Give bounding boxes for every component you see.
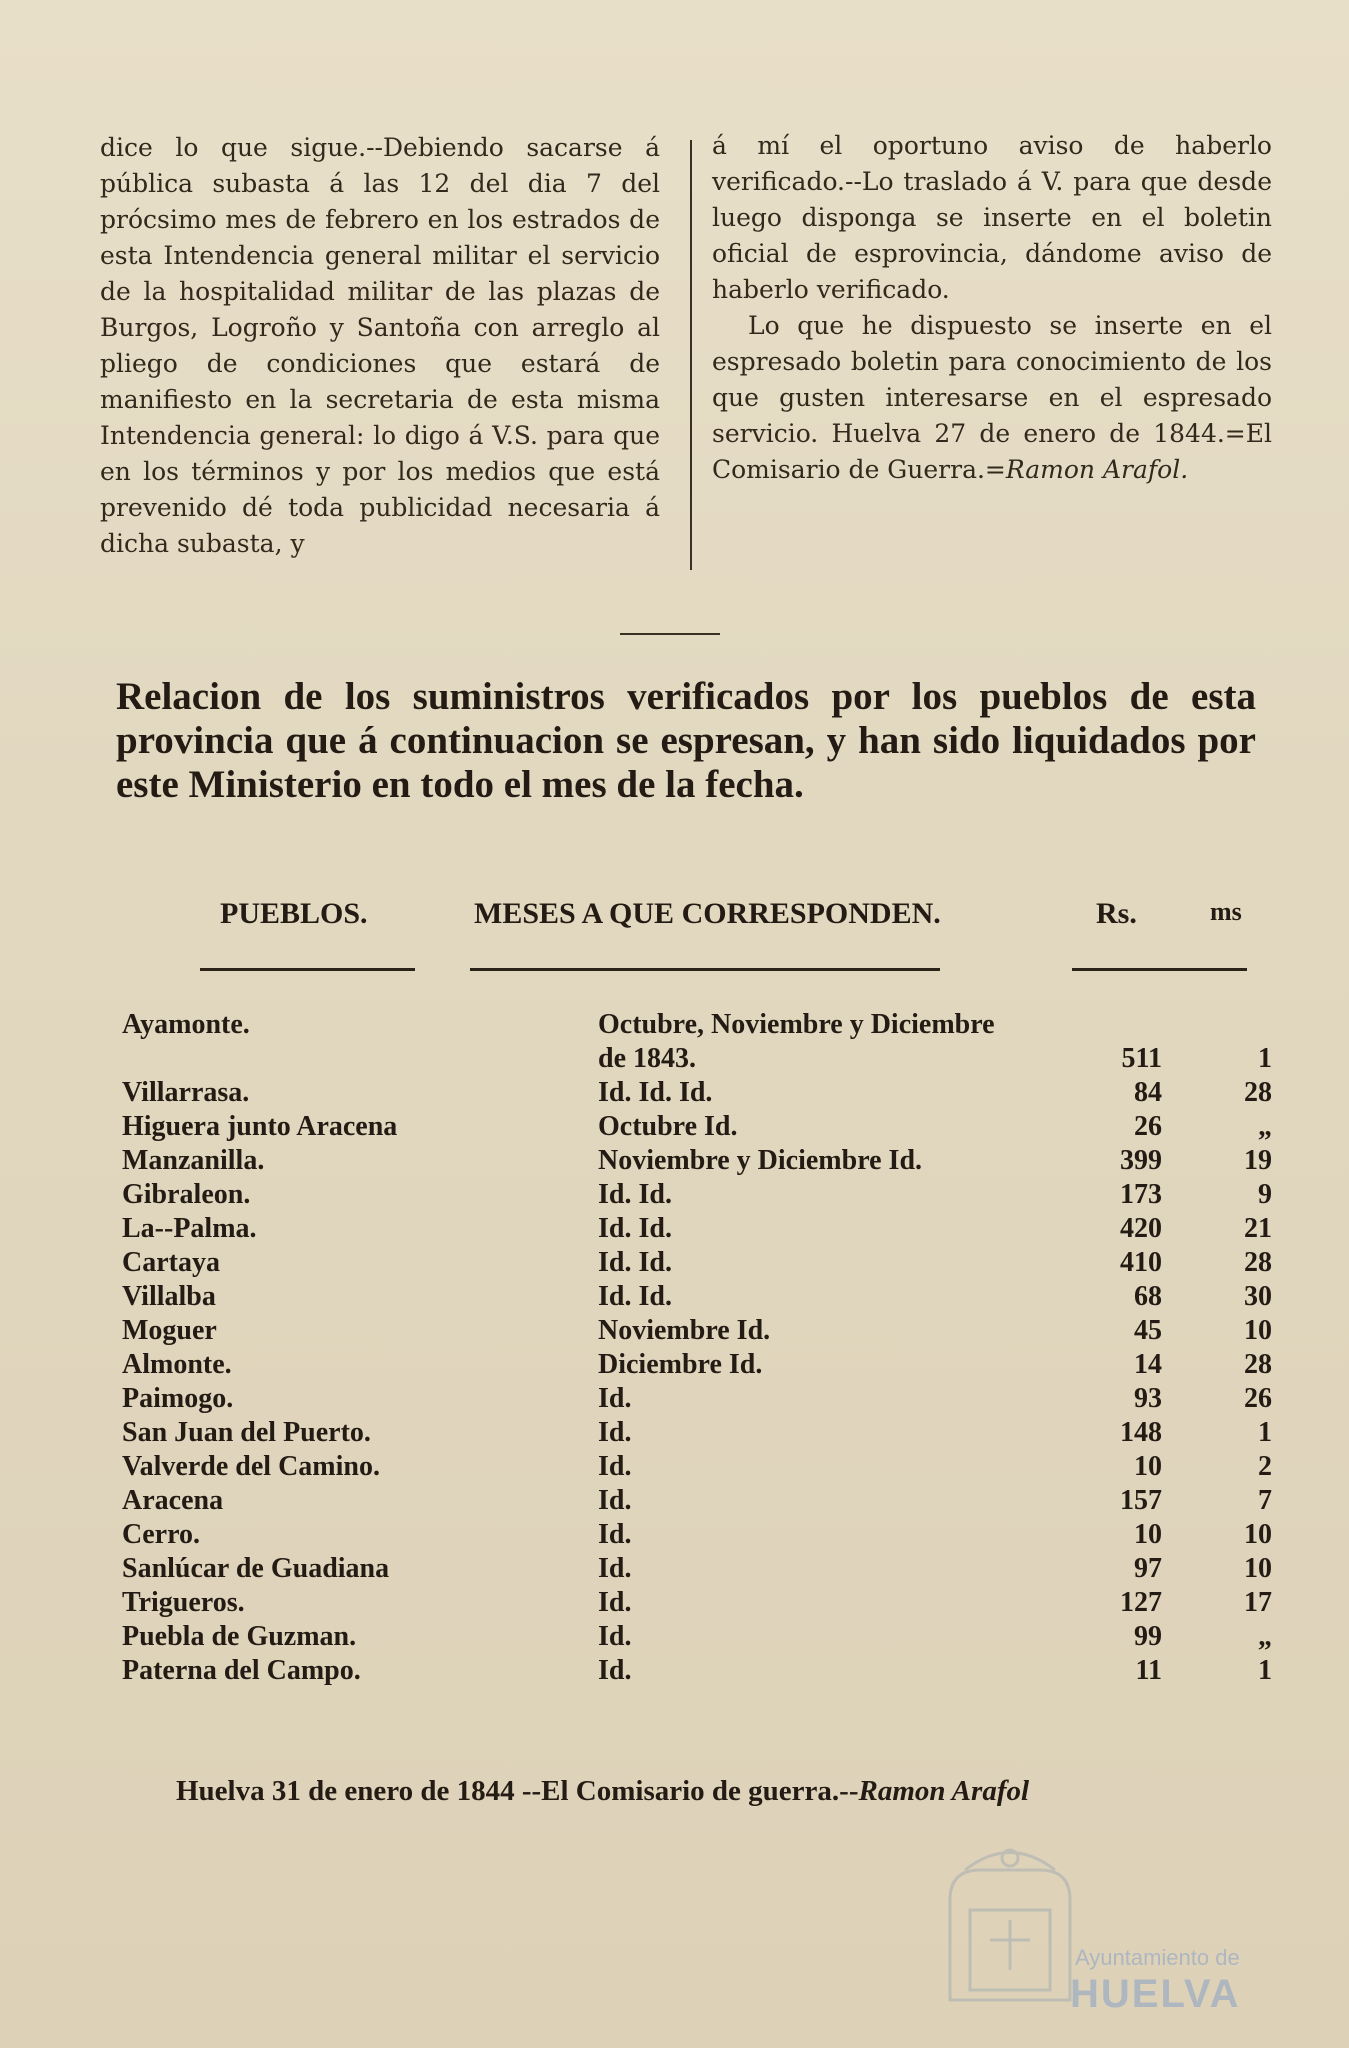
table-row [122, 1382, 1272, 1416]
cell-maravedis: 30 [1244, 1281, 1272, 1312]
footer-signature: Ramon Arafol [858, 1775, 1030, 1807]
cell-pueblo: San Juan del Puerto. [122, 1417, 371, 1448]
header-rule-pueblos [200, 968, 415, 971]
cell-maravedis: „ [1258, 1621, 1272, 1652]
cell-pueblo: La--Palma. [122, 1213, 257, 1244]
table-row [122, 1484, 1272, 1518]
cell-reales: 45 [1134, 1315, 1162, 1346]
cell-maravedis: 10 [1244, 1315, 1272, 1346]
cell-mes: Id. [598, 1621, 632, 1652]
header-pueblos: PUEBLOS. [220, 897, 368, 930]
header-ms: ms [1210, 897, 1242, 926]
cell-maravedis: 1 [1258, 1043, 1272, 1074]
cell-reales: 399 [1120, 1145, 1162, 1176]
left-column [100, 130, 660, 562]
cell-maravedis: 21 [1244, 1213, 1272, 1244]
cell-mes: Octubre Id. [598, 1111, 738, 1142]
cell-mes: Id. [598, 1383, 632, 1414]
table-row [122, 1450, 1272, 1484]
cell-mes: Diciembre Id. [598, 1349, 763, 1380]
cell-reales: 99 [1134, 1621, 1162, 1652]
cell-mes: Noviembre y Diciembre Id. [598, 1145, 923, 1176]
right-column-paragraph-2-text: Lo que he dispuesto se inserte en el espresado boletin para conocimiento de los que gusten interesarse en el espresado servicio. Huelva 27 de enero de 1844.=El Comisario de Guerra.= [712, 311, 1272, 484]
cell-reales: 511 [1121, 1043, 1162, 1074]
cell-maravedis: 28 [1244, 1077, 1272, 1108]
cell-mes: Octubre, Noviembre y Diciembre de 1843. [598, 1009, 995, 1074]
cell-pueblo: Gibraleon. [122, 1179, 251, 1210]
table-row [122, 1178, 1272, 1212]
cell-mes: Id. Id. [598, 1281, 672, 1312]
cell-mes: Id. [598, 1451, 632, 1482]
cell-reales: 84 [1134, 1077, 1162, 1108]
table-row [122, 1144, 1272, 1178]
document-title: Relacion de los suministros verificados por los pueblos de esta provincia que á continuacion se espresan, y han sido liquidados por este Ministerio en todo el mes de la fecha. [116, 675, 1256, 806]
cell-mes: Id. Id. Id. [598, 1077, 713, 1108]
cell-maravedis: 17 [1244, 1587, 1272, 1618]
cell-pueblo: Cartaya [122, 1247, 220, 1278]
cell-pueblo: Villalba [122, 1281, 216, 1312]
seal-text-ayuntamiento: Ayuntamiento de [1075, 1945, 1240, 1970]
cell-maravedis: 10 [1244, 1553, 1272, 1584]
cell-maravedis: 1 [1258, 1655, 1272, 1686]
cell-maravedis: 9 [1258, 1179, 1272, 1210]
cell-maravedis: 19 [1244, 1145, 1272, 1176]
cell-pueblo: Almonte. [122, 1349, 232, 1380]
table-row [122, 1552, 1272, 1586]
cell-pueblo: Paterna del Campo. [122, 1655, 361, 1686]
cell-reales: 10 [1134, 1519, 1162, 1550]
table-row [122, 1212, 1272, 1246]
cell-mes: Id. [598, 1553, 632, 1584]
footer-line [176, 1775, 1256, 1808]
cell-pueblo: Moguer [122, 1315, 217, 1346]
table-row [122, 1586, 1272, 1620]
cell-maravedis: 28 [1244, 1349, 1272, 1380]
cell-mes: Id. Id. [598, 1213, 672, 1244]
cell-pueblo: Valverde del Camino. [122, 1451, 380, 1482]
header-rule-amounts [1072, 968, 1247, 971]
cell-mes: Id. [598, 1519, 632, 1550]
table-row [122, 1110, 1272, 1144]
header-meses: MESES A QUE CORRESPONDEN. [474, 897, 941, 930]
header-rs: Rs. [1096, 897, 1137, 930]
table-row [122, 1654, 1272, 1688]
cell-maravedis: 1 [1258, 1417, 1272, 1448]
right-column-signature: Ramon Arafol. [1005, 455, 1189, 484]
table-row [122, 1518, 1272, 1552]
cell-pueblo: Cerro. [122, 1519, 200, 1550]
column-divider [690, 140, 692, 570]
cell-reales: 14 [1134, 1349, 1162, 1380]
table-row [122, 1620, 1272, 1654]
cell-maravedis: 2 [1258, 1451, 1272, 1482]
cell-reales: 173 [1120, 1179, 1162, 1210]
cell-mes: Id. [598, 1655, 632, 1686]
table-row [122, 1280, 1272, 1314]
cell-maravedis: 7 [1258, 1485, 1272, 1516]
cell-reales: 127 [1120, 1587, 1162, 1618]
cell-reales: 93 [1134, 1383, 1162, 1414]
cell-pueblo: Higuera junto Aracena [122, 1111, 398, 1142]
cell-maravedis: 28 [1244, 1247, 1272, 1278]
table-row [122, 1348, 1272, 1382]
left-column-paragraph: dice lo que sigue.--Debiendo sacarse á pública subasta á las 12 del dia 7 del prócsimo mes de febrero en los estrados de esta Intendencia general militar el servicio de la hospitalidad militar de las plazas de Burgos, Logroño y Santoña con arreglo al pliego de condiciones que estará de manifiesto en la secretaria de esta misma Intendencia general: lo digo á V.S. para que en los términos y por los medios que está prevenido dé toda publicidad necesaria á dicha subasta, y [100, 133, 660, 558]
cell-reales: 26 [1134, 1111, 1162, 1142]
table-row [122, 1076, 1272, 1110]
right-column [712, 128, 1272, 488]
cell-pueblo: Manzanilla. [122, 1145, 265, 1176]
cell-reales: 420 [1120, 1213, 1162, 1244]
cell-maravedis: 10 [1244, 1519, 1272, 1550]
cell-reales: 97 [1134, 1553, 1162, 1584]
cell-pueblo: Villarrasa. [122, 1077, 250, 1108]
cell-pueblo: Ayamonte. [122, 1009, 250, 1040]
cell-maravedis: 26 [1244, 1383, 1272, 1414]
supply-table [122, 1008, 1272, 1688]
header-rule-meses [470, 968, 940, 971]
cell-reales: 148 [1120, 1417, 1162, 1448]
table-row [122, 1416, 1272, 1450]
right-column-paragraph-2 [712, 308, 1272, 488]
cell-mes: Id. [598, 1485, 632, 1516]
section-divider [620, 633, 720, 635]
footer-text: Huelva 31 de enero de 1844 --El Comisario de guerra.-- [176, 1775, 859, 1807]
cell-mes: Id. [598, 1587, 632, 1618]
cell-mes: Id. Id. [598, 1247, 672, 1278]
cell-pueblo: Aracena [122, 1485, 224, 1516]
cell-reales: 10 [1134, 1451, 1162, 1482]
cell-reales: 68 [1134, 1281, 1162, 1312]
cell-reales: 410 [1120, 1247, 1162, 1278]
seal-text-huelva: HUELVA [1070, 1972, 1241, 2016]
table-row [122, 1246, 1272, 1280]
cell-reales: 157 [1120, 1485, 1162, 1516]
cell-mes: Id. Id. [598, 1179, 672, 1210]
cell-maravedis: „ [1258, 1111, 1272, 1142]
cell-pueblo: Sanlúcar de Guadiana [122, 1553, 390, 1584]
table-row [122, 1008, 1272, 1076]
cell-pueblo: Trigueros. [122, 1587, 245, 1618]
cell-reales: 11 [1135, 1655, 1162, 1686]
cell-mes: Id. [598, 1417, 632, 1448]
table-row [122, 1314, 1272, 1348]
cell-pueblo: Paimogo. [122, 1383, 234, 1414]
right-column-paragraph-1: á mí el oportuno aviso de haberlo verificado.--Lo traslado á V. para que desde luego disponga se inserte en el boletin oficial de esprovincia, dándome aviso de haberlo verificado. [712, 131, 1272, 304]
cell-mes: Noviembre Id. [598, 1315, 771, 1346]
cell-pueblo: Puebla de Guzman. [122, 1621, 357, 1652]
